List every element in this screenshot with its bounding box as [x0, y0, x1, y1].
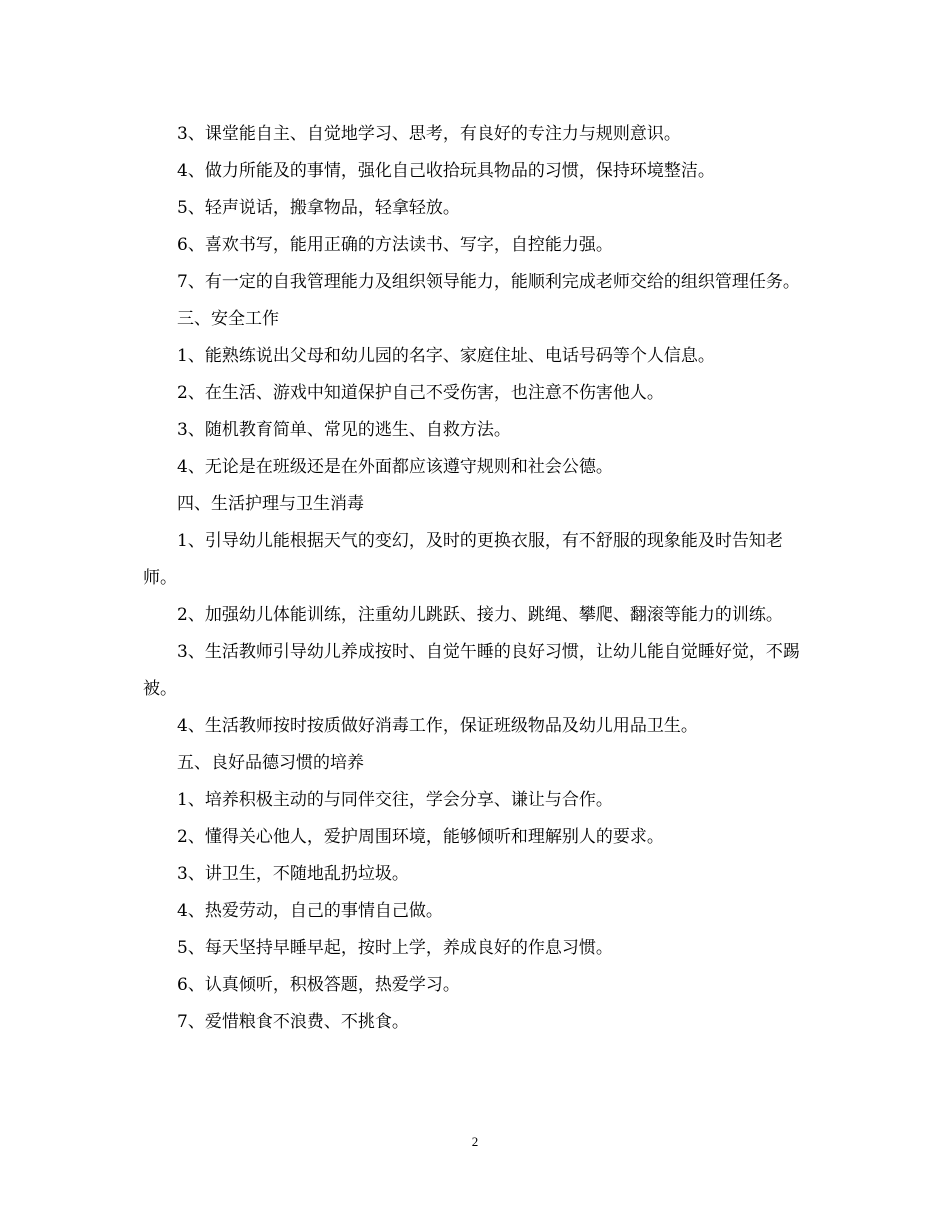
- paragraph: 1、引导幼儿能根据天气的变幻，及时的更换衣服，有不舒服的现象能及时告知老师。: [143, 531, 783, 588]
- paragraph: 6、喜欢书写，能用正确的方法读书、写字，自控能力强。: [177, 235, 613, 255]
- paragraph: 6、认真倾听，积极答题，热爱学习。: [177, 975, 460, 995]
- paragraph: 3、随机教育简单、常见的逃生、自救方法。: [177, 420, 511, 440]
- paragraph: 4、无论是在班级还是在外面都应该遵守规则和社会公德。: [177, 457, 613, 477]
- section-heading: 四、生活护理与卫生消毒: [177, 494, 364, 514]
- paragraph: 5、每天坚持早睡早起，按时上学，养成良好的作息习惯。: [177, 938, 613, 958]
- paragraph: 2、在生活、游戏中知道保护自己不受伤害，也注意不伤害他人。: [177, 383, 664, 403]
- paragraph: 3、课堂能自主、自觉地学习、思考，有良好的专注力与规则意识。: [177, 124, 681, 144]
- paragraph: 1、培养积极主动的与同伴交往，学会分享、谦让与合作。: [177, 790, 613, 810]
- paragraph: 3、讲卫生，不随地乱扔垃圾。: [177, 864, 409, 884]
- paragraph: 1、能熟练说出父母和幼儿园的名字、家庭住址、电话号码等个人信息。: [177, 346, 715, 366]
- page-number: 2: [471, 1134, 479, 1149]
- paragraph: 7、爱惜粮食不浪费、不挑食。: [177, 1012, 409, 1032]
- paragraph: 4、热爱劳动，自己的事情自己做。: [177, 901, 443, 921]
- section-heading: 三、安全工作: [177, 309, 279, 329]
- paragraph: 5、轻声说话，搬拿物品，轻拿轻放。: [177, 198, 460, 218]
- paragraph: 4、生活教师按时按质做好消毒工作，保证班级物品及幼儿用品卫生。: [177, 716, 698, 736]
- paragraph: 7、有一定的自我管理能力及组织领导能力，能顺利完成老师交给的组织管理任务。: [177, 272, 800, 292]
- section-heading: 五、良好品德习惯的培养: [177, 753, 364, 773]
- paragraph: 4、做力所能及的事情，强化自己收拾玩具物品的习惯，保持环境整洁。: [177, 161, 715, 181]
- paragraph: 2、加强幼儿体能训练，注重幼儿跳跃、接力、跳绳、攀爬、翻滚等能力的训练。: [177, 605, 783, 625]
- paragraph: 2、懂得关心他人，爱护周围环境，能够倾听和理解别人的要求。: [177, 827, 664, 847]
- paragraph: 3、生活教师引导幼儿养成按时、自觉午睡的良好习惯，让幼儿能自觉睡好觉，不踢被。: [143, 642, 800, 699]
- document-body: [143, 116, 809, 1041]
